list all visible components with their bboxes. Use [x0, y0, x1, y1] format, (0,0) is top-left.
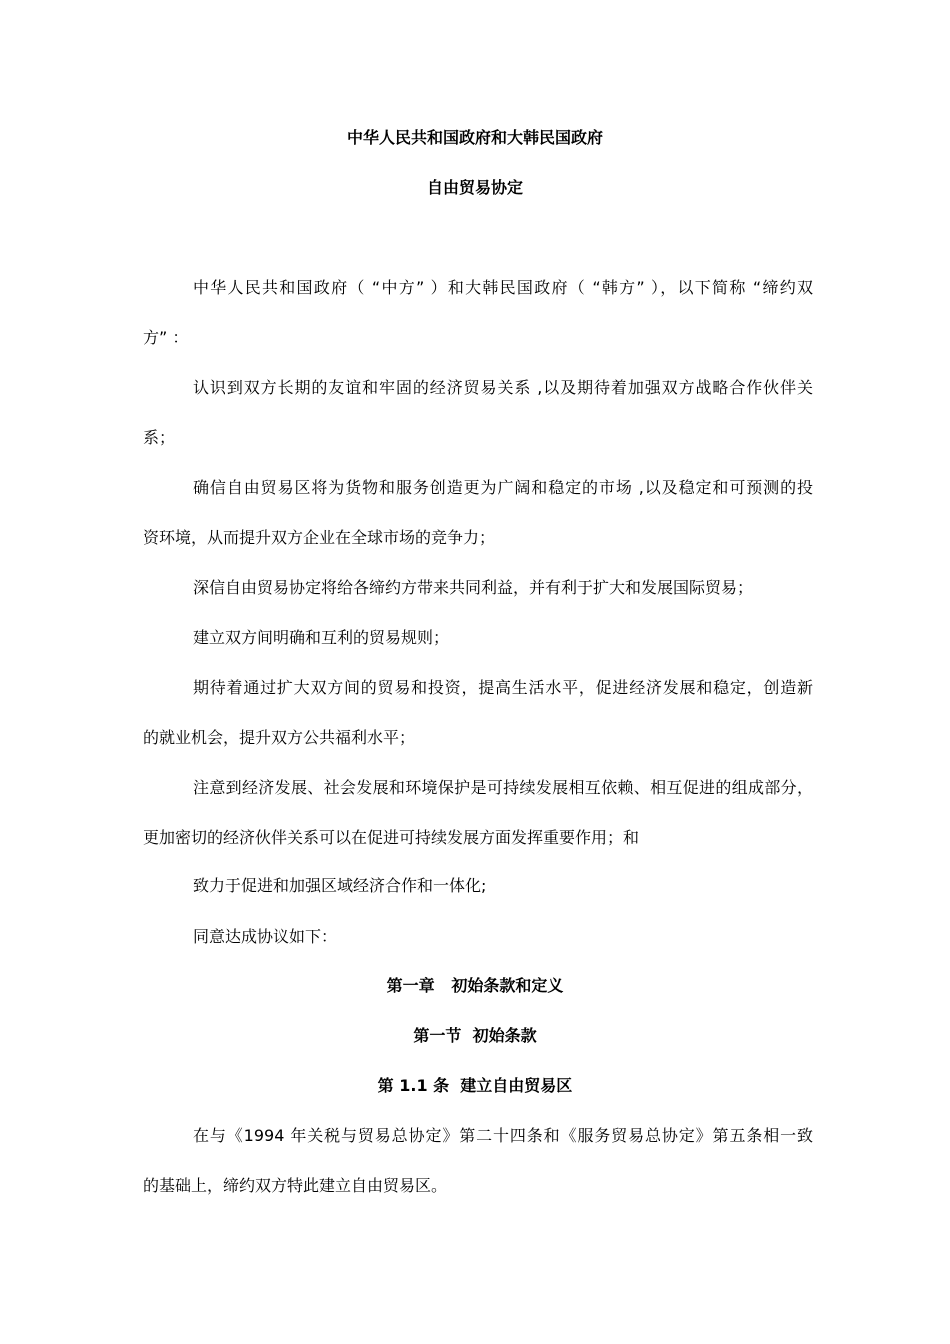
- document-subtitle: 自由贸易协定: [426, 178, 523, 197]
- preamble-paragraph-6: 期待着通过扩大双方间的贸易和投资，提高生活水平，促进经济发展和稳定，创造新: [193, 678, 813, 697]
- preamble-paragraph-3: 确信自由贸易区将为货物和服务创造更为广阔和稳定的市场 ,以及稳定和可预测的投: [193, 478, 813, 497]
- preamble-paragraph-6-cont: 的就业机会，提升双方公共福利水平；: [143, 728, 416, 747]
- preamble-paragraph-1: 中华人民共和国政府（ “中方” ）和大韩民国政府（ “韩方” ），以下简称 “缔约双: [193, 278, 813, 297]
- article-heading: 第 1.1 条 建立自由贸易区: [377, 1076, 573, 1095]
- preamble-paragraph-1-cont: 方” ：: [143, 328, 189, 347]
- preamble-paragraph-4: 深信自由贸易协定将给各缔约方带来共同利益，并有利于扩大和发展国际贸易；: [193, 578, 754, 597]
- preamble-paragraph-8: 致力于促进和加强区域经济合作和一体化;: [193, 876, 487, 895]
- preamble-paragraph-3-cont: 资环境，从而提升双方企业在全球市场的竞争力；: [143, 528, 496, 547]
- chapter-heading: 第一章 初始条款和定义: [386, 976, 564, 995]
- preamble-paragraph-2: 认识到双方长期的友谊和牢固的经济贸易关系 ,以及期待着加强双方战略合作伙伴关: [193, 378, 813, 397]
- preamble-paragraph-9: 同意达成协议如下：: [193, 927, 338, 946]
- article-body-cont: 的基础上，缔约双方特此建立自由贸易区。: [143, 1176, 448, 1195]
- preamble-paragraph-7: 注意到经济发展、社会发展和环境保护是可持续发展相互依赖、相互促进的组成部分，: [193, 778, 813, 797]
- article-body: 在与《1994 年关税与贸易总协定》第二十四条和《服务贸易总协定》第五条相一致: [193, 1126, 813, 1145]
- document-title: 中华人民共和国政府和大韩民国政府: [346, 128, 603, 147]
- section-heading: 第一节 初始条款: [413, 1026, 537, 1045]
- preamble-paragraph-7-cont: 更加密切的经济伙伴关系可以在促进可持续发展方面发挥重要作用；和: [143, 828, 640, 847]
- preamble-paragraph-2-cont: 系；: [143, 428, 176, 447]
- preamble-paragraph-5: 建立双方间明确和互利的贸易规则；: [193, 628, 450, 647]
